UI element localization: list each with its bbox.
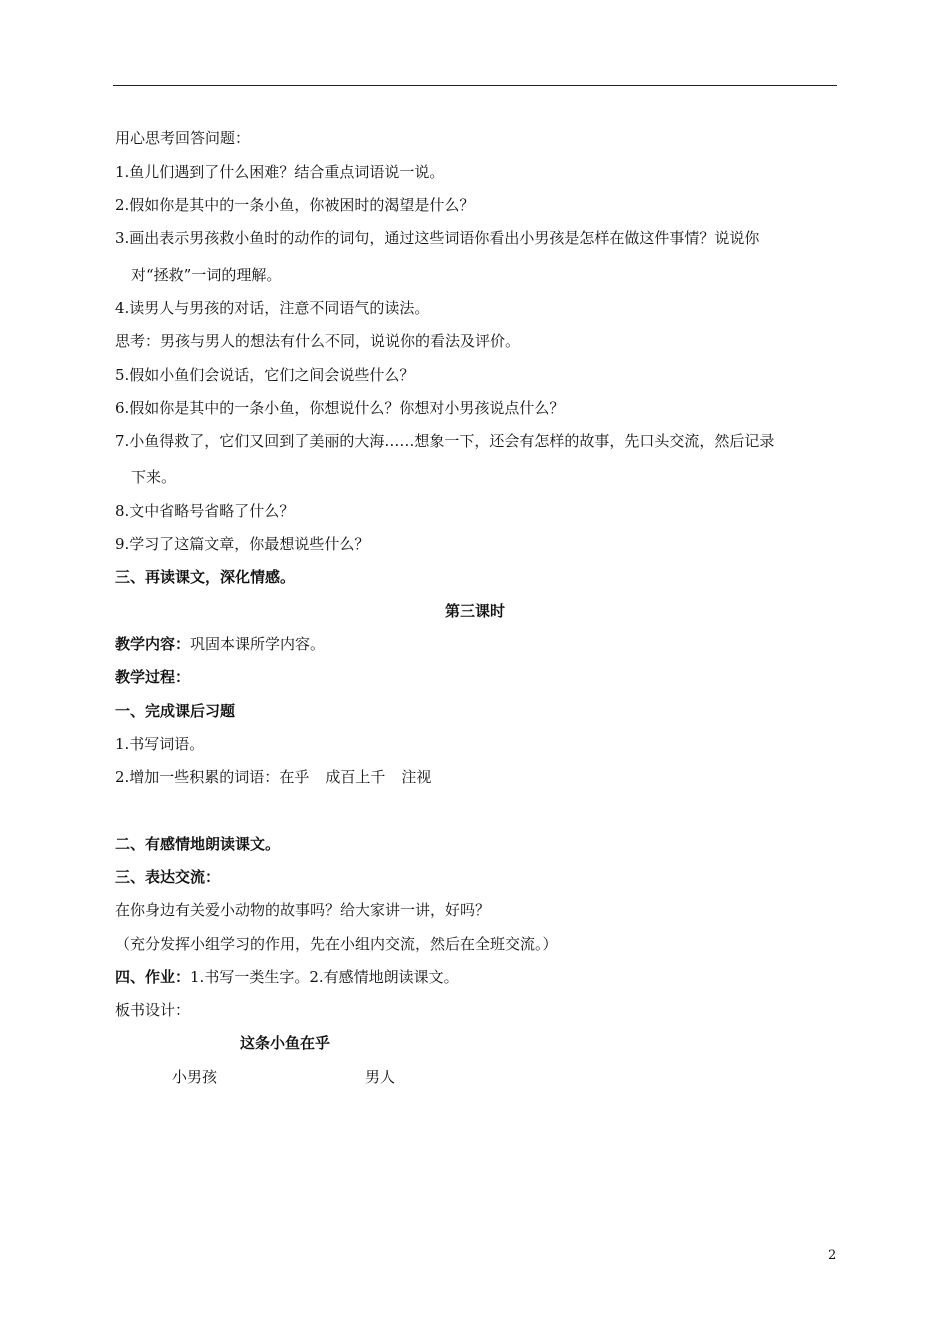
question-8: 8.文中省略号省略了什么？ xyxy=(115,502,295,520)
word-2: 成百上千 xyxy=(325,768,386,786)
lesson-3-title: 第三课时 xyxy=(444,602,505,620)
step-1-heading: 一、完成课后习题 xyxy=(115,702,236,720)
question-1: 1.鱼儿们遇到了什么困难？结合重点词语说一说。 xyxy=(115,163,445,181)
question-5: 5.假如小鱼们会说话，它们之间会说些什么？ xyxy=(115,366,415,384)
board-right-term: 男人 xyxy=(365,1068,396,1086)
question-4: 4.读男人与男孩的对话，注意不同语气的读法。 xyxy=(115,299,430,317)
question-6: 6.假如你是其中的一条小鱼，你想说什么？你想对小男孩说点什么？ xyxy=(115,399,565,417)
question-2: 2.假如你是其中的一条小鱼，你被困时的渴望是什么？ xyxy=(115,196,475,214)
section-3-heading: 三、再读课文，深化情感。 xyxy=(115,568,296,586)
homework xyxy=(115,967,459,987)
homework-label: 四、作业： xyxy=(115,968,191,986)
board-left-term: 小男孩 xyxy=(172,1068,218,1086)
question-3-line-2: 对“拯救”一词的理解。 xyxy=(131,266,282,284)
homework-text: 1.书写一类生字。2.有感情地朗读课文。 xyxy=(190,968,459,986)
word-1: 在乎 xyxy=(279,768,310,786)
question-3-line-1: 3.画出表示男孩救小鱼时的动作的词句，通过这些词语你看出小男孩是怎样在做这件事情？说说你 xyxy=(115,229,760,247)
question-7-line-2: 下来。 xyxy=(131,468,177,486)
step-1-item-1: 1.书写词语。 xyxy=(115,735,205,753)
questions-intro: 用心思考回答问题： xyxy=(115,129,251,147)
step-3-text-1: 在你身边有关爱小动物的故事吗？给大家讲一讲，好吗？ xyxy=(115,901,491,919)
word-3: 注视 xyxy=(401,768,432,786)
teaching-process-label: 教学过程： xyxy=(115,668,191,686)
question-9: 9.学习了这篇文章，你最想说些什么？ xyxy=(115,535,370,553)
board-title: 这条小鱼在乎 xyxy=(240,1034,331,1052)
teaching-content xyxy=(115,634,325,654)
step-2-heading: 二、有感情地朗读课文。 xyxy=(115,835,281,853)
think-prompt: 思考：男孩与男人的想法有什么不同，说说你的看法及评价。 xyxy=(115,332,521,350)
header-rule xyxy=(113,85,837,86)
step-1-item-2 xyxy=(115,767,431,787)
page-number: 2 xyxy=(828,1248,837,1263)
teaching-content-label: 教学内容： xyxy=(115,635,191,653)
step-3-text-2: （充分发挥小组学习的作用，先在小组内交流，然后在全班交流。） xyxy=(115,935,558,953)
board-design-label: 板书设计： xyxy=(115,1001,191,1019)
step-3-heading: 三、表达交流： xyxy=(115,868,221,886)
teaching-content-text: 巩固本课所学内容。 xyxy=(190,635,326,653)
question-7-line-1: 7.小鱼得救了，它们又回到了美丽的大海……想象一下，还会有怎样的故事，先口头交流，然后记录 xyxy=(115,432,775,450)
step-1-item-2-prefix: 2.增加一些积累的词语： xyxy=(115,768,280,786)
